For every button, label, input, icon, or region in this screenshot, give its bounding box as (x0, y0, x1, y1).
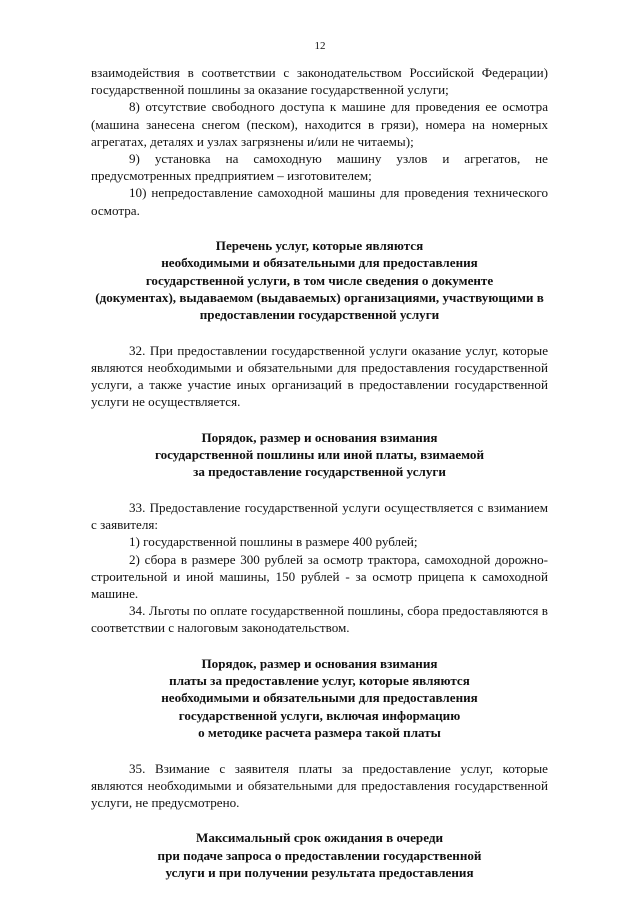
heading-line: государственной пошлины или иной платы, взимаемой (155, 447, 484, 463)
section-heading-fee-for-services (91, 655, 548, 742)
paragraph-35: 35. Взимание с заявителя платы за предоставление услуг, которые являются необходимыми и обязательными для предоставления государственной услуги, не предусмотрено. (91, 760, 548, 810)
heading-line: необходимыми и обязательными для предоставления (161, 255, 478, 271)
heading-line: о методике расчета размера такой платы (198, 725, 441, 741)
heading-line: при подаче запроса о предоставлении государственной (157, 847, 482, 863)
paragraph-33: 33. Предоставление государственной услуги осуществляется с взиманием с заявителя: (91, 499, 548, 533)
heading-line: государственной услуги, в том числе сведения о документе (145, 272, 494, 288)
page-number: 12 (314, 40, 326, 52)
heading-line: услуги и при получении результата предоставления (165, 864, 474, 880)
heading-line: предоставлении государственной услуги (199, 307, 440, 323)
heading-line: Максимальный срок ожидания в очереди (196, 830, 443, 846)
paragraph-continuation: взаимодействия в соответствии с законодательством Российской Федерации) государственной пошлины за оказание государственной услуги; (91, 65, 548, 98)
list-item-8: 8) отсутствие свободного доступа к машине для проведения ее осмотра (машина занесена снегом (песком), находится в грязи), номера на номерных агрегатах, деталях и узлах загрязнены и/или не читаемы); (91, 99, 548, 149)
heading-line: Порядок, размер и основания взимания (201, 655, 438, 671)
list-item-2: 2) сбора в размере 300 рублей за осмотр трактора, самоходной дорожно-строительной и иной машины, 150 рублей - за осмотр прицепа к самоходной машине. (91, 551, 548, 601)
section-heading-state-duty (91, 429, 548, 481)
heading-line: необходимыми и обязательными для предоставления (161, 690, 478, 706)
list-item-1: 1) государственной пошлины в размере 400 рублей; (129, 534, 418, 550)
list-item-9: 9) установка на самоходную машину узлов и агрегатов, не предусмотренных предприятием – изготовителем; (91, 151, 548, 184)
heading-line: платы за предоставление услуг, которые являются (169, 672, 470, 688)
document-body (91, 64, 548, 881)
paragraph-34: 34. Льготы по оплате государственной пошлины, сбора предоставляются в соответствии с налоговым законодательством. (91, 603, 548, 636)
heading-line: за предоставление государственной услуги (193, 464, 446, 480)
list-item-10: 10) непредоставление самоходной машины для проведения технического осмотра. (91, 185, 548, 218)
paragraph-32: 32. При предоставлении государственной услуги оказание услуг, которые являются необходимыми и обязательными для предоставления государственной услуги, а также участие иных организаций в предоставлении государственной услуги не осуществляется. (91, 342, 548, 410)
section-heading-services-list (91, 237, 548, 324)
heading-line: Порядок, размер и основания взимания (201, 429, 438, 445)
heading-line: государственной услуги, включая информацию (178, 707, 461, 723)
heading-line: Перечень услуг, которые являются (215, 237, 424, 253)
heading-line: (документах), выдаваемом (выдаваемых) организациями, участвующими в (95, 290, 544, 306)
section-heading-waiting-time (91, 829, 548, 881)
